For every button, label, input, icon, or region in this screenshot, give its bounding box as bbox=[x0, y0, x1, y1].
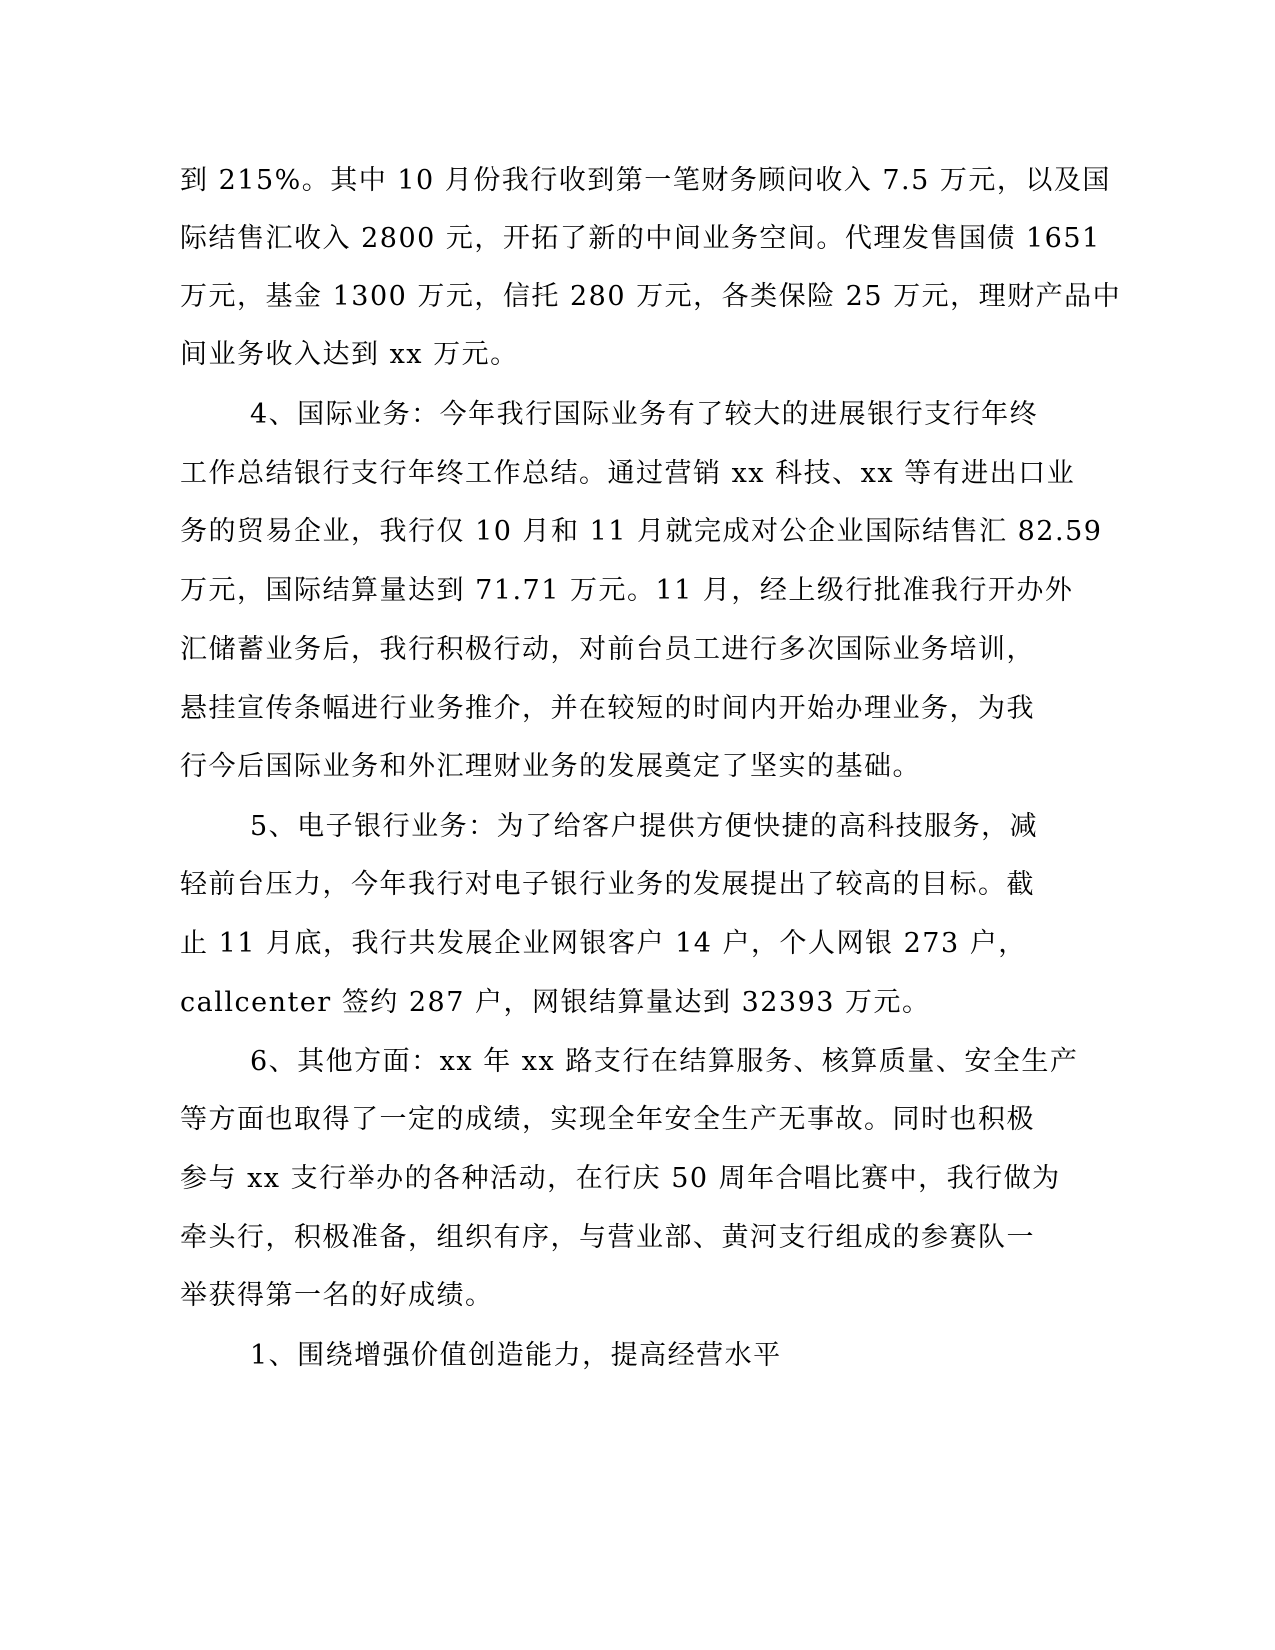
text-line: 4、国际业务：今年我行国际业务有了较大的进展银行支行年终 bbox=[250, 399, 1039, 430]
text-line: 间业务收入达到 xx 万元。 bbox=[180, 339, 519, 370]
text-line: 际结售汇收入 2800 元，开拓了新的中间业务空间。代理发售国债 1651 bbox=[180, 223, 1101, 254]
text-line: 工作总结银行支行年终工作总结。通过营销 xx 科技、xx 等有进出口业 bbox=[180, 458, 1076, 489]
text-line: 到 215%。其中 10 月份我行收到第一笔财务顾问收入 7.5 万元，以及国 bbox=[180, 165, 1111, 196]
text-line: 务的贸易企业，我行仅 10 月和 11 月就完成对公企业国际结售汇 82.59 bbox=[180, 516, 1103, 547]
text-line: 悬挂宣传条幅进行业务推介，并在较短的时间内开始办理业务，为我 bbox=[180, 693, 1035, 724]
text-line: 参与 xx 支行举办的各种活动，在行庆 50 周年合唱比赛中，我行做为 bbox=[180, 1163, 1061, 1194]
text-line: 5、电子银行业务：为了给客户提供方便快捷的高科技服务，减 bbox=[250, 811, 1039, 842]
section-heading: 1、围绕增强价值创造能力，提高经营水平 bbox=[250, 1340, 782, 1371]
text-line: 6、其他方面：xx 年 xx 路支行在结算服务、核算质量、安全生产 bbox=[250, 1046, 1079, 1077]
text-line: 轻前台压力，今年我行对电子银行业务的发展提出了较高的目标。截 bbox=[180, 869, 1035, 900]
text-line: callcenter 签约 287 户，网银结算量达到 32393 万元。 bbox=[180, 987, 931, 1018]
text-line: 牵头行，积极准备，组织有序，与营业部、黄河支行组成的参赛队一 bbox=[180, 1222, 1035, 1253]
text-line: 汇储蓄业务后，我行积极行动，对前台员工进行多次国际业务培训， bbox=[180, 634, 1035, 665]
text-line: 行今后国际业务和外汇理财业务的发展奠定了坚实的基础。 bbox=[180, 751, 921, 782]
text-line: 万元，基金 1300 万元，信托 280 万元，各类保险 25 万元，理财产品中 bbox=[180, 281, 1122, 312]
text-line: 止 11 月底，我行共发展企业网银客户 14 户，个人网银 273 户， bbox=[180, 928, 1027, 959]
text-line: 等方面也取得了一定的成绩，实现全年安全生产无事故。同时也积极 bbox=[180, 1104, 1035, 1135]
text-line: 万元，国际结算量达到 71.71 万元。11 月，经上级行批准我行开办外 bbox=[180, 575, 1074, 606]
text-line: 举获得第一名的好成绩。 bbox=[180, 1280, 494, 1311]
